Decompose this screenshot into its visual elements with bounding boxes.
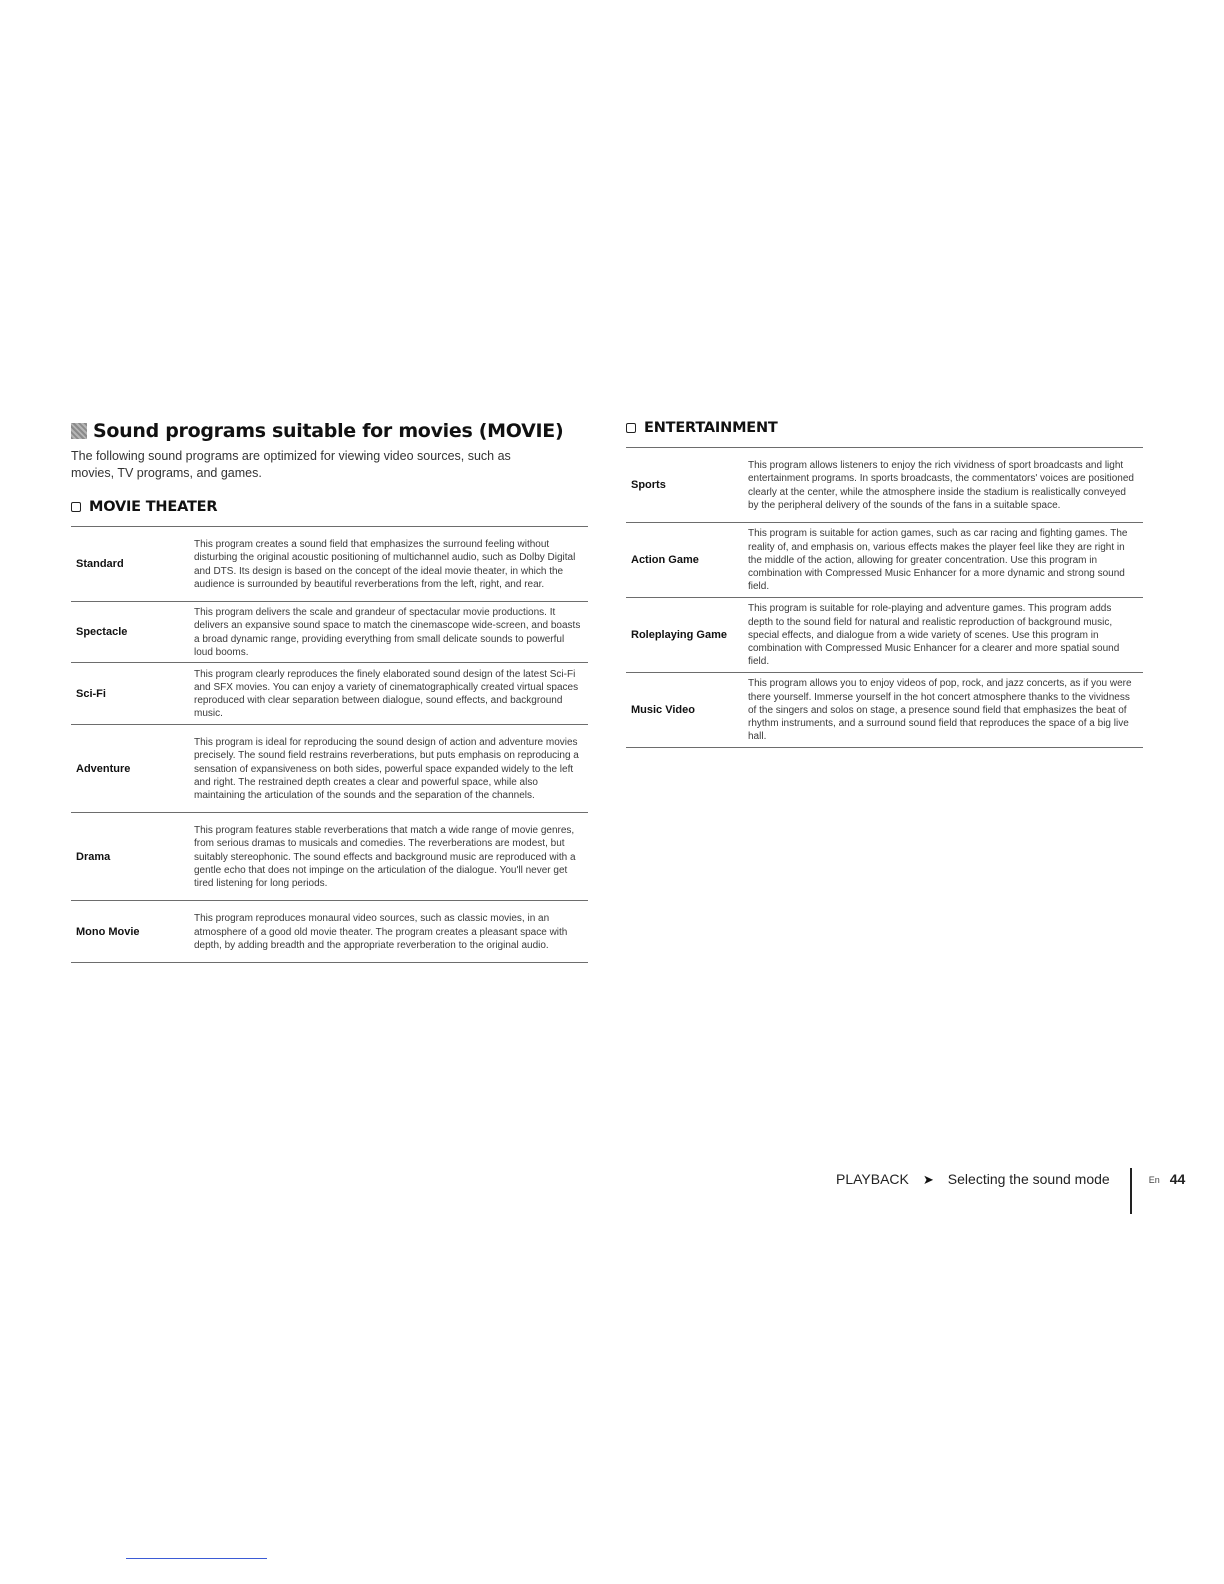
table-row bbox=[626, 598, 1143, 673]
page-number: 44 bbox=[1169, 1171, 1186, 1187]
entertainment-table bbox=[626, 447, 1143, 748]
footer-language: En bbox=[1148, 1175, 1160, 1185]
page-footer bbox=[836, 1168, 1185, 1214]
program-name: Standard bbox=[71, 527, 194, 602]
program-name: Sci-Fi bbox=[71, 663, 194, 725]
program-description: This program is suitable for action games, such as car racing and fighting games. The reality of, and emphasis on, various effects makes the player feel like they are right in the middle of the action, allowing for greater concentration. Use this program in combination with Compressed Music Enhancer for a more dynamic and strong sound field. bbox=[748, 523, 1143, 598]
table-row bbox=[71, 527, 588, 602]
footer-topic: Selecting the sound mode bbox=[947, 1171, 1110, 1187]
program-description: This program clearly reproduces the finely elaborated sound design of the latest Sci-Fi and SFX movies. You can enjoy a variety of cinematographically created virtual spaces reproduced with clear separation between dialogue, sound effects, and background music. bbox=[194, 663, 588, 725]
section-intro: The following sound programs are optimized for viewing video sources, such as movies, TV programs, and games. bbox=[71, 449, 511, 480]
table-row bbox=[71, 602, 588, 663]
program-name: Roleplaying Game bbox=[626, 598, 748, 673]
movie-theater-table bbox=[71, 526, 588, 963]
section-marker-icon bbox=[71, 423, 87, 439]
program-name: Action Game bbox=[626, 523, 748, 598]
table-row bbox=[71, 663, 588, 725]
subsection-title: ENTERTAINMENT bbox=[644, 420, 778, 436]
table-row bbox=[626, 448, 1143, 523]
table-row bbox=[626, 523, 1143, 598]
program-name: Sports bbox=[626, 448, 748, 523]
arrow-right-icon: ➤ bbox=[922, 1172, 934, 1187]
program-description: This program reproduces monaural video sources, such as classic movies, in an atmosphere of a good old movie theater. The program creates a pleasant space with depth, by adding breadth and the appropriate reverberation to the original audio. bbox=[194, 901, 588, 963]
program-description: This program features stable reverberations that match a wide range of movie genres, from serious dramas to musicals and comedies. The reverberations are modest, but suitably stereophonic. The sound effects and background music are reproduced with a gentle echo that does not impinge on the articulation of the dialogue. You'll never get tired listening for long periods. bbox=[194, 813, 588, 901]
left-column bbox=[71, 420, 588, 963]
footer-divider bbox=[1130, 1168, 1132, 1214]
table-row bbox=[626, 673, 1143, 748]
footer-chapter: PLAYBACK bbox=[836, 1171, 909, 1187]
subsection-title: MOVIE THEATER bbox=[89, 499, 218, 515]
program-name: Spectacle bbox=[71, 602, 194, 663]
checkbox-icon bbox=[626, 423, 636, 433]
section-title: Sound programs suitable for movies (MOVIE) bbox=[93, 420, 564, 442]
table-row bbox=[71, 813, 588, 901]
program-description: This program allows you to enjoy videos of pop, rock, and jazz concerts, as if you were there yourself. Immerse yourself in the hot concert atmosphere thanks to the vividness of the singers and solos on stage, a presence sound field that emphasizes the beat of rhythm instruments, and a surround sound field that reproduces the space of a big live hall. bbox=[748, 673, 1143, 748]
table-row bbox=[71, 725, 588, 813]
program-description: This program is suitable for role-playing and adventure games. This program adds depth to the sound field for natural and realistic reproduction of background music, special effects, and dialogue from a wide variety of scenes. Use this program in combination with Compressed Music Enhancer for a clearer and more spatial sound field. bbox=[748, 598, 1143, 673]
program-name: Drama bbox=[71, 813, 194, 901]
subsection-heading-entertainment bbox=[626, 420, 1143, 436]
table-row bbox=[71, 901, 588, 963]
right-column bbox=[626, 420, 1143, 748]
checkbox-icon bbox=[71, 502, 81, 512]
program-name: Mono Movie bbox=[71, 901, 194, 963]
program-description: This program delivers the scale and grandeur of spectacular movie productions. It delivers an expansive sound space to match the cinemascope wide-screen, and boasts a broad dynamic range, providing everything from small delicate sounds to powerful loud booms. bbox=[194, 602, 588, 663]
subsection-heading-movie-theater bbox=[71, 499, 588, 515]
section-heading-movie bbox=[71, 420, 588, 442]
program-name: Music Video bbox=[626, 673, 748, 748]
program-name: Adventure bbox=[71, 725, 194, 813]
bottom-divider bbox=[126, 1558, 267, 1559]
program-description: This program creates a sound field that emphasizes the surround feeling without disturbing the original acoustic positioning of multichannel audio, such as Dolby Digital and DTS. Its design is based on the concept of the ideal movie theater, in which the audience is surrounded by beautiful reverberations from the left, right, and rear. bbox=[194, 527, 588, 602]
program-description: This program is ideal for reproducing the sound design of action and adventure movies precisely. The sound field restrains reverberations, but puts emphasis on reproducing a sensation of expansiveness on both sides, powerful space expanded widely to the left and right. The restrained depth creates a clear and powerful space, while also maintaining the articulation of the sounds and the separation of the channels. bbox=[194, 725, 588, 813]
program-description: This program allows listeners to enjoy the rich vividness of sport broadcasts and light entertainment programs. In sports broadcasts, the commentators' voices are positioned clearly at the center, while the atmosphere inside the stadium is realistically conveyed by the peripheral delivery of the sounds of the fans in a suitable space. bbox=[748, 448, 1143, 523]
